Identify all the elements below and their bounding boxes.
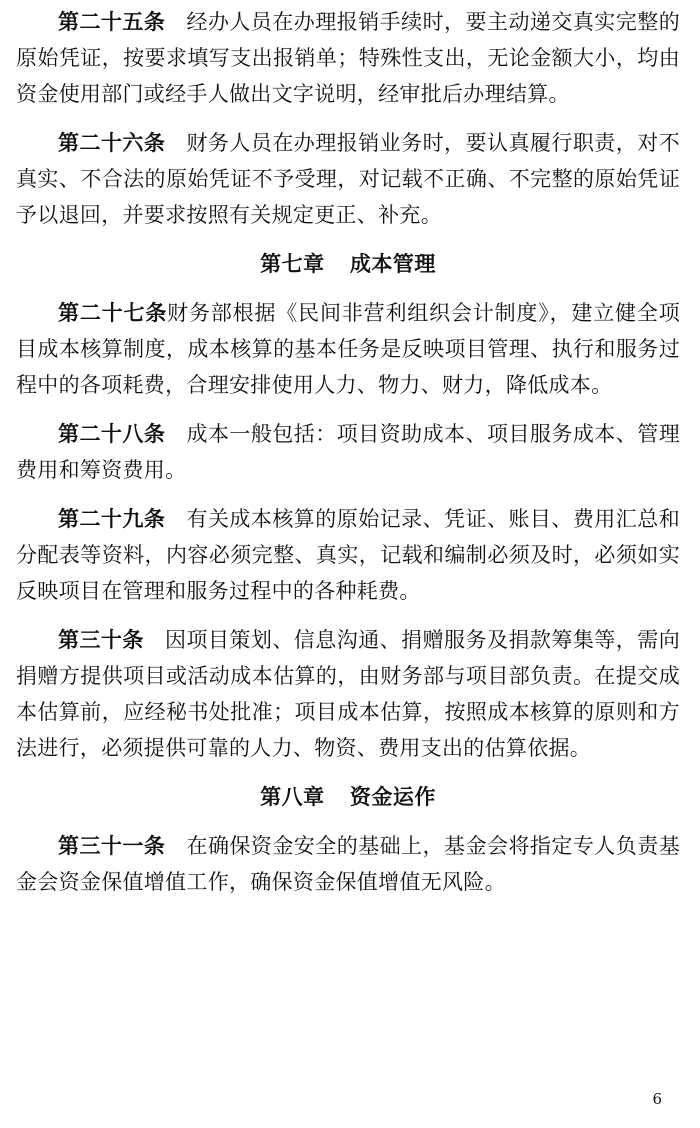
chapter-8-heading (16, 779, 680, 815)
article-number: 第二十九条 (58, 506, 166, 531)
article-30 (16, 622, 680, 766)
article-31 (16, 828, 680, 900)
article-29 (16, 501, 680, 609)
article-number: 第三十一条 (58, 833, 166, 858)
article-28 (16, 416, 680, 488)
article-text: 成本一般包括：项目资助成本、项目服务成本、管理费用和筹资费用。 (16, 422, 680, 482)
article-26 (16, 125, 680, 233)
document-body (16, 4, 680, 913)
chapter-title: 资金运作 (349, 784, 436, 809)
chapter-title: 成本管理 (349, 251, 436, 276)
page-number: 6 (652, 1090, 662, 1108)
article-number: 第二十六条 (58, 130, 166, 155)
article-27 (16, 295, 680, 403)
chapter-number: 第八章 (260, 784, 325, 809)
article-number: 第三十条 (58, 627, 144, 652)
article-25 (16, 4, 680, 112)
article-text: 有关成本核算的原始记录、凭证、账目、费用汇总和分配表等资料，内容必须完整、真实，记载和编制必须及时，必须如实反映项目在管理和服务过程中的各种耗费。 (16, 507, 680, 603)
chapter-7-heading (16, 246, 680, 282)
article-number: 第二十五条 (58, 9, 166, 34)
article-text: 财务部根据《民间非营利组织会计制度》，建立健全项目成本核算制度，成本核算的基本任务是反映项目管理、执行和服务过程中的各项耗费，合理安排使用人力、物力、财力，降低成本。 (16, 301, 681, 397)
article-text: 财务人员在办理报销业务时，要认真履行职责，对不真实、不合法的原始凭证不予受理，对记载不正确、不完整的原始凭证予以退回，并要求按照有关规定更正、补充。 (16, 131, 680, 227)
article-number: 第二十七条 (58, 300, 168, 325)
article-text: 在确保资金安全的基础上，基金会将指定专人负责基金会资金保值增值工作，确保资金保值增值无风险。 (16, 834, 680, 894)
article-text: 经办人员在办理报销手续时，要主动递交真实完整的原始凭证，按要求填写支出报销单；特殊性支出，无论金额大小，均由资金使用部门或经手人做出文字说明，经审批后办理结算。 (16, 10, 680, 106)
article-number: 第二十八条 (58, 421, 166, 446)
chapter-number: 第七章 (260, 251, 325, 276)
article-text: 因项目策划、信息沟通、捐赠服务及捐款筹集等，需向捐赠方提供项目或活动成本估算的，由财务部与项目部负责。在提交成本估算前，应经秘书处批准；项目成本估算，按照成本核算的原则和方法进行，必须提供可靠的人力、物资、费用支出的估算依据。 (16, 628, 680, 760)
